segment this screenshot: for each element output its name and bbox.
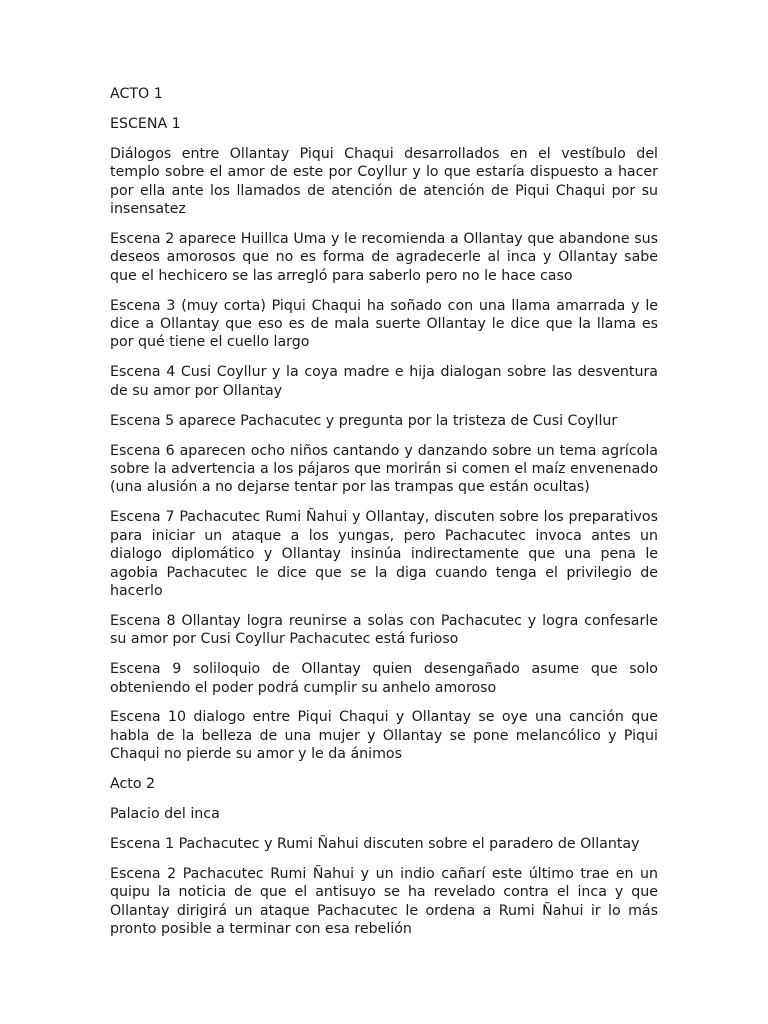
act-1-heading: ACTO 1 <box>110 86 163 102</box>
paragraph-scene-1: Diálogos entre Ollantay Piqui Chaqui desarrollados en el vestíbulo del templo sobre el amor de este por Coyllur y lo que estaría dispuesto a hacer por ella ante los llamados de atención de atención de Piqui Chaqui por su insensatez <box>110 145 658 218</box>
paragraph-scene-5: Escena 5 aparece Pachacutec y pregunta por la tristeza de Cusi Coyllur <box>110 412 618 429</box>
paragraph-scene-6: Escena 6 aparecen ocho niños cantando y danzando sobre un tema agrícola sobre la advertencia a los pájaros que morirán si comen el maíz envenenado (una alusión a no dejarse tentar por las trampas que están ocultas) <box>110 442 658 496</box>
paragraph-scene-8: Escena 8 Ollantay logra reunirse a solas con Pachacutec y logra confesarle su amor por Cusi Coyllur Pachacutec está furioso <box>110 612 658 648</box>
paragraph-scene-7: Escena 7 Pachacutec Rumi Ñahui y Ollantay, discuten sobre los preparativos para iniciar un ataque a los yungas, pero Pachacutec invoca antes un dialogo diplomático y Ollantay insinúa indirectamente que una pena le agobia Pachacutec le dice que se la diga cuando tenga el privilegio de hacerlo <box>110 509 658 599</box>
paragraph-act2-scene-2: Escena 2 Pachacutec Rumi Ñahui y un indio cañarí este último trae en un quipu la noticia de que el antisuyo se ha revelado contra el inca y que Ollantay dirigirá un ataque Pachacutec le ordena a Rumi Ñahui ir lo más pronto posible a terminar con esa rebelión <box>110 865 658 938</box>
document-body <box>110 85 658 950</box>
paragraph-scene-3: Escena 3 (muy corta) Piqui Chaqui ha soñado con una llama amarrada y le dice a Ollantay que eso es de mala suerte Ollantay le dice que la llama es por qué tiene el cuello largo <box>110 297 658 351</box>
paragraph-scene-4: Escena 4 Cusi Coyllur y la coya madre e hija dialogan sobre las desventura de su amor por Ollantay <box>110 364 658 399</box>
paragraph-scene-2: Escena 2 aparece Huillca Uma y le recomienda a Ollantay que abandone sus deseos amorosos que no es forma de agradecerle al inca y Ollantay sabe que el hechicero se las arregló para saberlo pero no le hace caso <box>110 230 658 284</box>
paragraph-scene-10: Escena 10 dialogo entre Piqui Chaqui y Ollantay se oye una canción que habla de la belleza de una mujer y Ollantay se pone melancólico y Piqui Chaqui no pierde su amor y le da ánimos <box>110 709 658 763</box>
scene-1-heading: ESCENA 1 <box>110 115 181 132</box>
act-2-heading: Acto 2 <box>110 776 156 793</box>
setting-heading: Palacio del inca <box>110 806 220 823</box>
paragraph-act2-scene-1: Escena 1 Pachacutec y Rumi Ñahui discuten sobre el paradero de Ollantay <box>110 836 640 852</box>
paragraph-scene-9: Escena 9 soliloquio de Ollantay quien desengañado asume que solo obteniendo el poder podrá cumplir su anhelo amoroso <box>110 661 658 696</box>
